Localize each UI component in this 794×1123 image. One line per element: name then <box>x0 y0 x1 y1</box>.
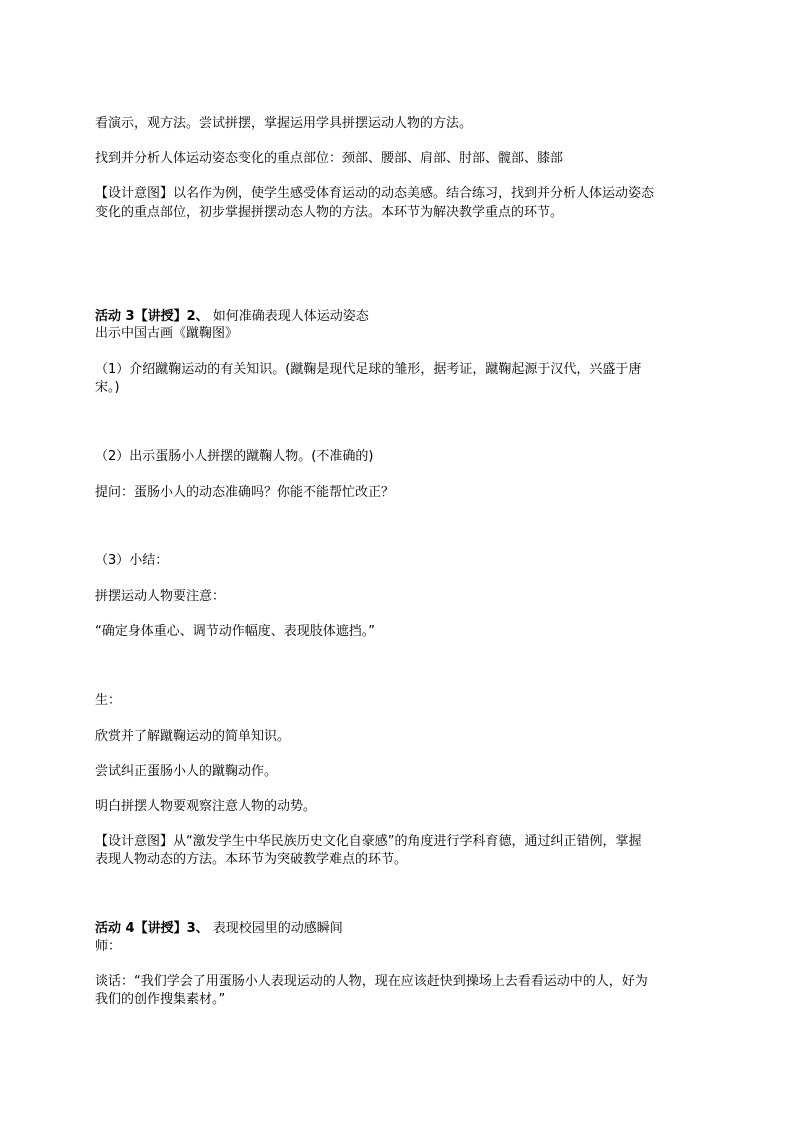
activity-3-subtitle: 出示中国古画《蹴鞠图》 <box>95 326 239 341</box>
paragraph-attention: 拼摆运动人物要注意： <box>95 589 226 604</box>
design-intent-2-line-1: 【设计意图】从“激发学生中华民族历史文化自豪感”的角度进行学科育德，通过纠正错例，掌握 <box>95 834 642 849</box>
paragraph-understand: 明白拼摆人物要观察注意人物的动势。 <box>95 799 317 814</box>
activity-3-heading <box>95 308 705 326</box>
paragraph-cuju-intro-line-2: 宋。) <box>95 380 120 395</box>
paragraph-quote: “确定身体重心、调节动作幅度、表现肢体遮挡。” <box>95 624 375 639</box>
activity-4-title: 表现校园里的动感瞬间 <box>208 921 343 936</box>
activity-3-label: 活动 3【讲授】2、 <box>95 309 209 324</box>
paragraph-appreciate: 欣赏并了解蹴鞠运动的简单知识。 <box>95 729 291 744</box>
design-intent-2-line-2: 表现人物动态的方法。本环节为突破教学难点的环节。 <box>95 852 408 867</box>
paragraph-question: 提问：蛋肠小人的动态准确吗？你能不能帮忙改正？ <box>95 485 395 500</box>
paragraph-show-figure: （2）出示蛋肠小人拼摆的蹴鞠人物。(不准确的) <box>95 449 374 464</box>
activity-4-heading <box>95 920 705 938</box>
activity-4-subtitle: 师： <box>95 939 122 954</box>
paragraph-observe-demo: 看演示，观方法。尝试拼摆，掌握运用学具拼摆运动人物的方法。 <box>95 116 473 131</box>
paragraph-student-label: 生： <box>95 693 122 708</box>
paragraph-summary-label: （3）小结： <box>95 553 169 568</box>
paragraph-key-body-parts: 找到并分析人体运动姿态变化的重点部位：颈部、腰部、肩部、肘部、髋部、膝部 <box>95 151 564 166</box>
design-intent-1-line-2: 变化的重点部位，初步掌握拼摆动态人物的方法。本环节为解决教学重点的环节。 <box>95 205 564 220</box>
activity-3-title: 如何准确表现人体运动姿态 <box>208 309 369 324</box>
activity-4-label: 活动 4【讲授】3、 <box>95 921 209 936</box>
paragraph-talk-line-1: 谈话：“我们学会了用蛋肠小人表现运动的人物，现在应该赶快到操场上去看看运动中的人，好为 <box>95 974 648 989</box>
design-intent-1-line-1: 【设计意图】以名作为例，使学生感受体育运动的动态美感。结合练习，找到并分析人体运动姿态 <box>95 186 655 201</box>
paragraph-talk-line-2: 我们的创作搜集素材。” <box>95 992 226 1007</box>
paragraph-cuju-intro-line-1: （1）介绍蹴鞠运动的有关知识。(蹴鞠是现代足球的雏形，据考证，蹴鞠起源于汉代，兴盛于唐 <box>95 362 642 377</box>
paragraph-correct: 尝试纠正蛋肠小人的蹴鞠动作。 <box>95 764 278 779</box>
